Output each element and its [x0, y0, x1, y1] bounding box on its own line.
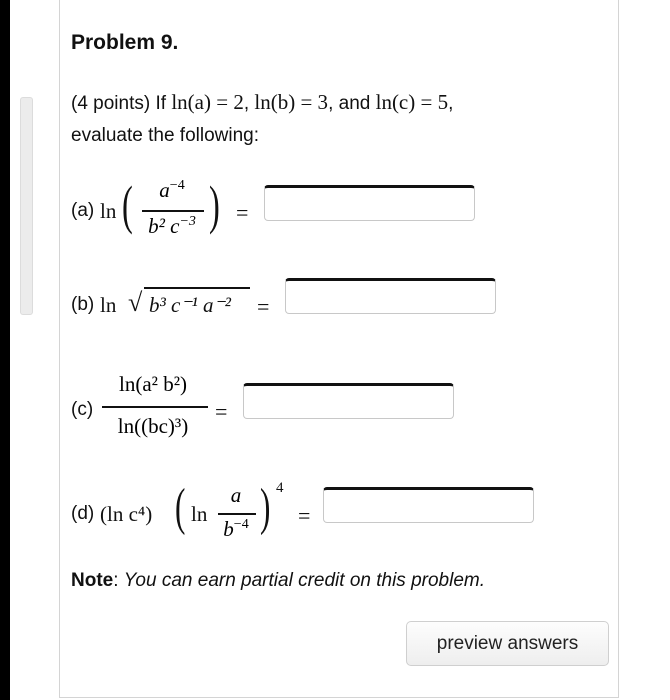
part-a-label: (a)	[71, 200, 95, 221]
part-c-equals: =	[215, 399, 228, 424]
problem-title: Problem 9.	[71, 31, 179, 54]
radical-bar	[144, 287, 250, 289]
left-paren-d: (	[175, 479, 186, 536]
answer-input-c[interactable]	[243, 383, 454, 419]
instruction-text: evaluate the following:	[71, 125, 260, 146]
part-b-equals: =	[257, 294, 270, 319]
part-b-label: (b)	[71, 294, 95, 315]
part-d-ln: ln	[191, 502, 208, 526]
part-c-label: (c)	[71, 399, 94, 420]
answer-input-a[interactable]	[264, 185, 475, 221]
part-a-numerator: $a^{-4}$	[159, 178, 185, 202]
part-d-fraction-bar	[218, 513, 256, 515]
part-d-outer-exponent: 4	[276, 480, 284, 496]
part-d-numerator: a	[230, 483, 242, 507]
part-a-ln: ln	[100, 199, 117, 223]
part-c-denominator: ln((bc)³)	[117, 414, 189, 438]
preview-answers-button[interactable]: preview answers	[406, 621, 609, 666]
given-ln-b: ln(b) = 3	[254, 90, 329, 114]
part-d-label: (d)	[71, 503, 95, 524]
problem-intro: (4 points) If ln(a) = 2, ln(b) = 3, and ln(c) = 5, evaluate the following:	[71, 90, 454, 146]
and-text: and	[338, 93, 371, 114]
note: Note: You can earn partial credit on this problem.	[71, 570, 486, 591]
part-d-equals: =	[298, 503, 311, 528]
part-d-left-factor: (ln c⁴)	[100, 502, 153, 526]
right-paren-a: )	[209, 175, 220, 235]
scrollbar-thumb[interactable]	[20, 97, 33, 315]
answer-input-b[interactable]	[285, 278, 496, 314]
given-ln-c: ln(c) = 5	[375, 90, 449, 114]
part-c-numerator: ln(a² b²)	[119, 372, 187, 396]
part-b-ln: ln	[100, 293, 117, 317]
radical-sign: √	[128, 288, 143, 317]
part-d-denominator: $b^{-4}$	[223, 517, 249, 541]
given-ln-a: ln(a) = 2	[171, 90, 244, 114]
answer-input-d[interactable]	[323, 487, 534, 523]
left-paren-a: (	[122, 175, 133, 235]
screen	[10, 0, 670, 700]
part-b-radicand: b³ c⁻¹ a⁻²	[149, 293, 231, 317]
points-text: (4 points) If	[71, 93, 167, 114]
part-c-fraction-bar	[102, 406, 208, 408]
right-paren-d: )	[260, 479, 271, 536]
part-a-fraction-bar	[142, 210, 204, 212]
note-label: Note	[71, 570, 114, 591]
part-a-denominator: b² $c^{-3}$	[148, 214, 196, 238]
part-a-equals: =	[236, 200, 249, 225]
note-text: You can earn partial credit on this problem.	[123, 570, 486, 591]
